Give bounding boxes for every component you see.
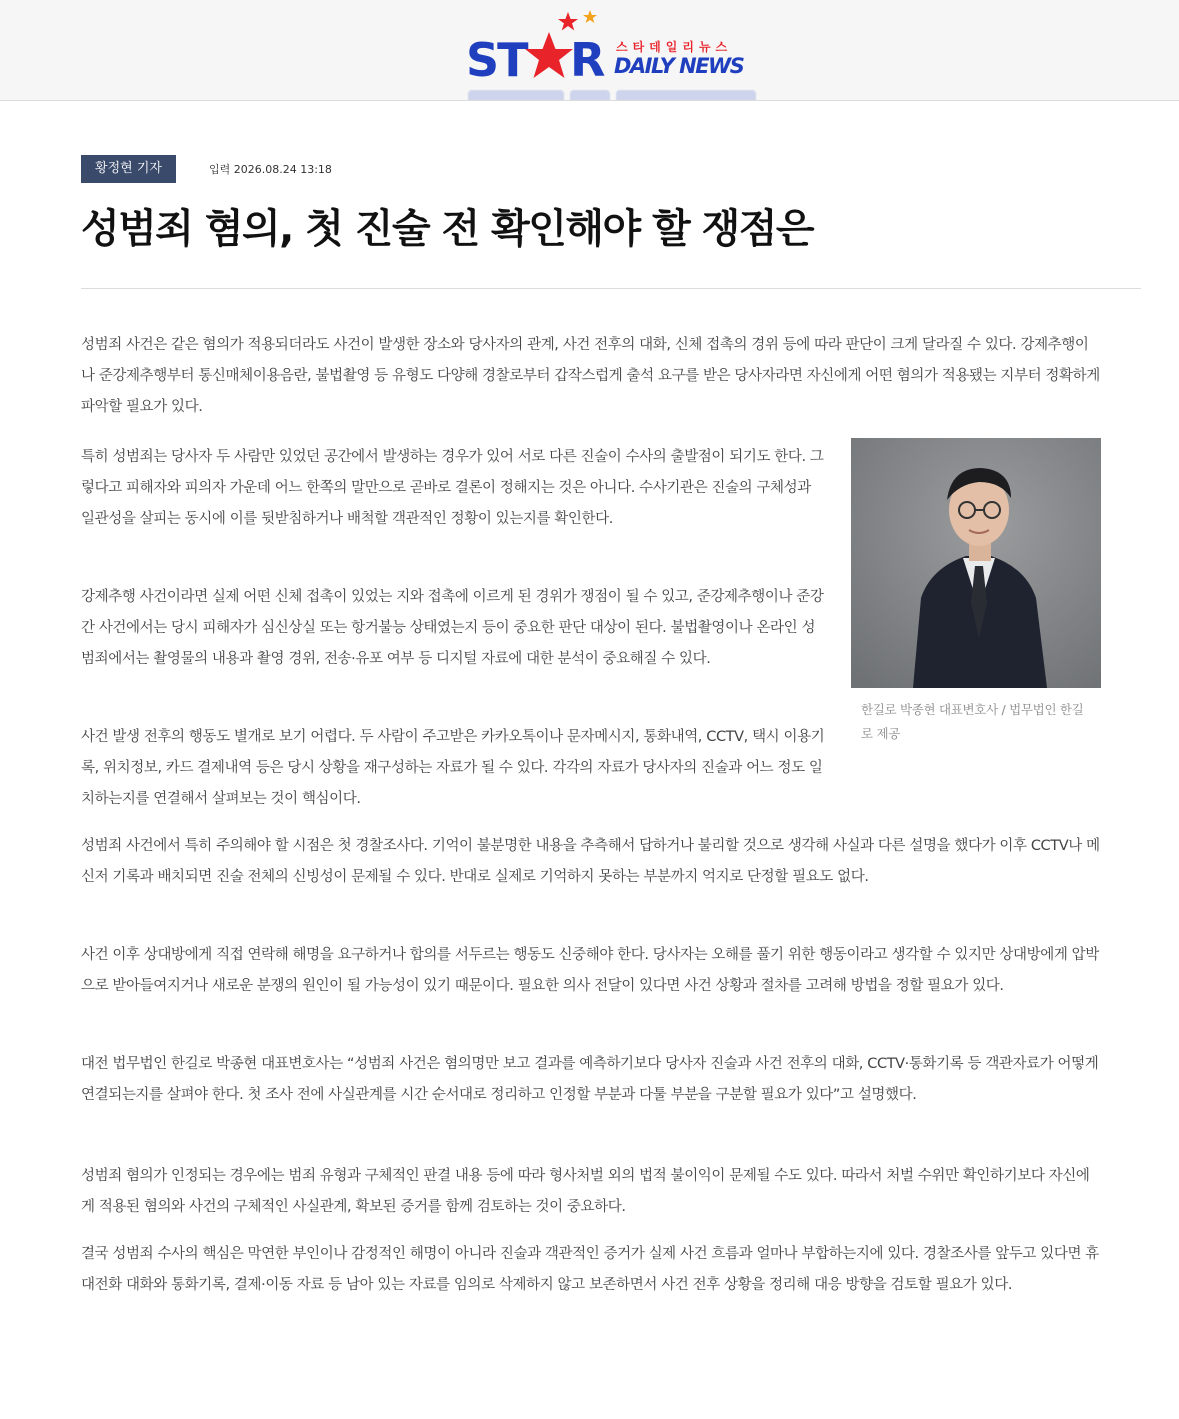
article <box>81 155 1141 1293</box>
article-paragraph: 사건 발생 전후의 행동도 별개로 보기 어렵다. 두 사람이 주고받은 카카오톡이나 문자메시지, 통화내역, CCTV, 택시 이용기록, 위치정보, 카드 결제내역 등은 당시 상황을 재구성하는 자료가 될 수 있다. 각각의 자료가 당사자의 진술과 어느 정도 일치하는지를 연결해서 살펴보는 것이 핵심이다. <box>81 729 825 807</box>
article-paragraph: 특히 성범죄는 당사자 두 사람만 있었던 공간에서 발생하는 경우가 있어 서로 다른 진술이 수사의 출발점이 되기도 한다. 그렇다고 피해자와 피의자 가운데 어느 한쪽의 말만으로 곧바로 결론이 정해지는 것은 아니다. 수사기관은 진술의 구체성과 일관성을 살피는 동시에 이를 뒷받침하거나 배척할 객관적인 정황이 있는지를 확인한다. <box>81 449 824 527</box>
logo-text-r: R <box>570 33 604 87</box>
logo-text-st: ST <box>466 33 527 87</box>
title-divider <box>81 288 1141 289</box>
reporter-badge[interactable]: 황정현 기자 <box>81 155 176 183</box>
article-title: 성범죄 혐의, 첫 진술 전 확인해야 할 쟁점은 <box>81 206 814 252</box>
article-paragraph: 성범죄 사건은 같은 혐의가 적용되더라도 사건이 발생한 장소와 당사자의 관계, 사건 전후의 대화, 신체 접촉의 경위 등에 따라 판단이 크게 달라질 수 있다. 강제추행이나 준강제추행부터 통신매체이용음란, 불법촬영 등 유형도 다양해 경찰로부터 갑작스럽게 출석 요구를 받은 당사자라면 자신에게 어떤 혐의가 적용됐는 지부터 정확하게 파악할 필요가 있다. <box>81 337 1100 415</box>
logo-reflection <box>466 84 758 100</box>
site-header <box>0 0 1179 101</box>
lawyer-photo[interactable] <box>851 438 1101 688</box>
logo-reflection-shape <box>466 84 758 100</box>
star-icon <box>524 30 574 82</box>
article-paragraph: 결국 성범죄 수사의 핵심은 막연한 부인이나 감정적인 해명이 아니라 진술과 객관적인 증거가 실제 사건 흐름과 얼마나 부합하는지에 있다. 경찰조사를 앞두고 있다면 휴대전화 대화와 통화기록, 결제·이동 자료 등 남아 있는 자료를 임의로 삭제하지 않고 보존하면서 사건 전후 상황을 정리해 대응 방향을 검토할 필요가 있다. <box>81 1246 1099 1293</box>
site-logo[interactable] <box>466 8 758 100</box>
article-figure <box>851 438 1101 746</box>
publish-date: 입력 2026.08.24 13:18 <box>209 163 332 176</box>
article-paragraph: 대전 법무법인 한길로 박종현 대표변호사는 “성범죄 사건은 혐의명만 보고 결과를 예측하기보다 당사자 진술과 사건 전후의 대화, CCTV·통화기록 등 객관자료가 어떻게 연결되는지를 살펴야 한다. 첫 조사 전에 사실관계를 시간 순서대로 정리하고 인정할 부분과 다툴 부분을 구분할 필요가 있다”고 설명했다. <box>81 1056 1099 1103</box>
article-paragraph: 성범죄 사건에서 특히 주의해야 할 시점은 첫 경찰조사다. 기억이 불분명한 내용을 추측해서 답하거나 불리할 것으로 생각해 사실과 다른 설명을 했다가 이후 CCTV나 메신저 기록과 배치되면 진술 전체의 신빙성이 문제될 수 있다. 반대로 실제로 기억하지 못하는 부분까지 억지로 단정할 필요도 없다. <box>81 838 1100 885</box>
person-portrait-image <box>851 438 1101 688</box>
logo-korean-text: 스타데일리뉴스 <box>616 40 733 54</box>
logo-english-text: DAILY NEWS <box>614 54 744 78</box>
article-paragraph: 성범죄 혐의가 인정되는 경우에는 범죄 유형과 구체적인 판결 내용 등에 따라 형사처벌 외의 법적 불이익이 문제될 수도 있다. 따라서 처벌 수위만 확인하기보다 자신에게 적용된 혐의와 사건의 구체적인 사실관계, 확보된 증거를 함께 검토하는 것이 중요하다. <box>81 1168 1090 1215</box>
article-paragraph: 사건 이후 상대방에게 직접 연락해 해명을 요구하거나 합의를 서두르는 행동도 신중해야 한다. 당사자는 오해를 풀기 위한 행동이라고 생각할 수 있지만 상대방에게 압박으로 받아들여지거나 새로운 분쟁의 원인이 될 가능성이 있기 때문이다. 필요한 의사 전달이 있다면 사건 상황과 절차를 고려해 방법을 정할 필요가 있다. <box>81 947 1099 994</box>
article-meta <box>81 155 1141 182</box>
photo-caption: 한길로 박종현 대표변호사 / 법무법인 한길로 제공 <box>861 702 1084 741</box>
article-paragraph: 강제추행 사건이라면 실제 어떤 신체 접촉이 있었는 지와 접촉에 이르게 된 경위가 쟁점이 될 수 있고, 준강제추행이나 준강간 사건에서는 당시 피해자가 심신상실 또는 항거불능 상태였는지 등이 중요한 판단 대상이 된다. 불법촬영이나 온라인 성범죄에서는 촬영물의 내용과 촬영 경위, 전송·유포 여부 등 디지털 자료에 대한 분석이 중요해질 수 있다. <box>81 589 824 667</box>
